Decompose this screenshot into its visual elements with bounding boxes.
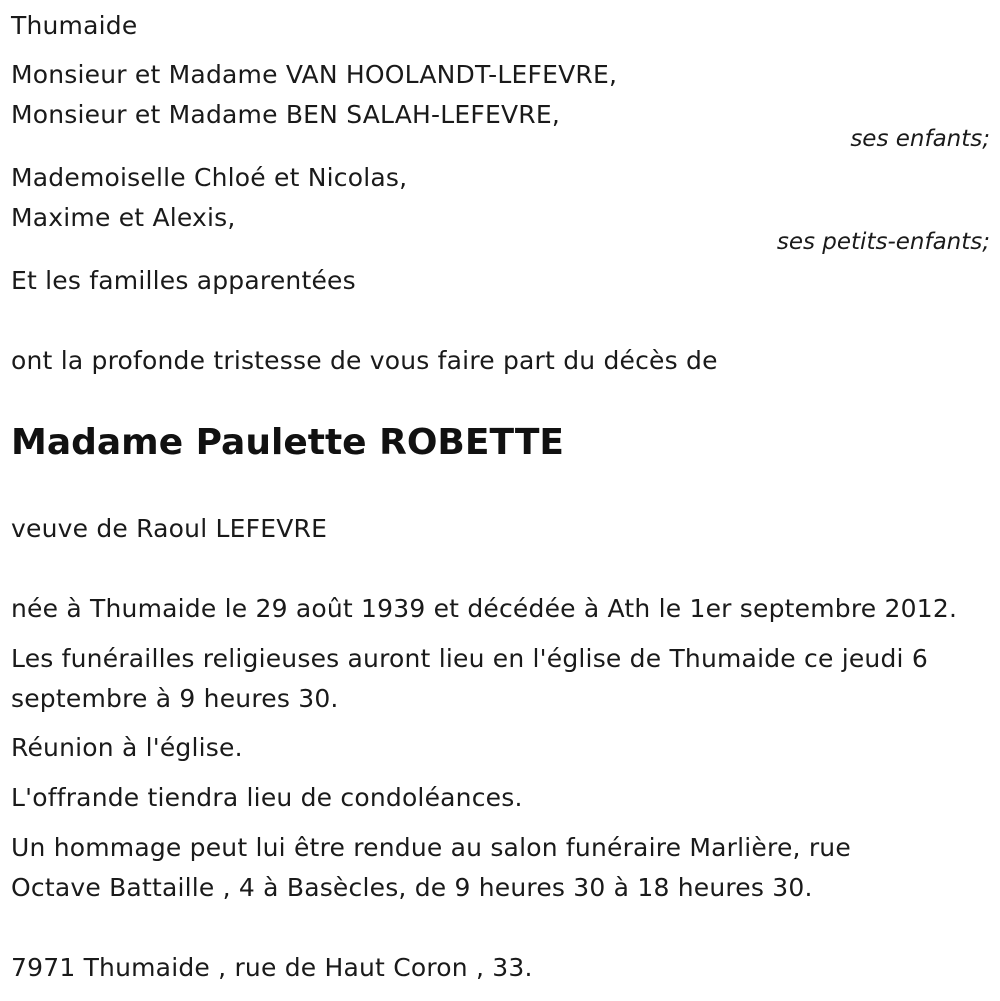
address-line: 7971 Thumaide , rue de Haut Coron , 33. [11, 953, 533, 982]
grandchildren-role: ses petits-enfants; [776, 229, 990, 255]
families-line: Et les familles apparentées [11, 266, 356, 295]
children-role: ses enfants; [850, 126, 990, 152]
children-line-1: Monsieur et Madame VAN HOOLANDT-LEFEVRE, [11, 60, 618, 89]
birth-death-line: née à Thumaide le 29 août 1939 et décédée à Ath le 1er septembre 2012. [11, 594, 958, 623]
deceased-name: Madame Paulette ROBETTE [11, 422, 564, 463]
funeral-line-2: septembre à 9 heures 30. [11, 684, 339, 713]
announcement-line: ont la profonde tristesse de vous faire part du décès de [11, 346, 718, 375]
meeting-line: Réunion à l'église. [11, 733, 243, 762]
children-line-2: Monsieur et Madame BEN SALAH-LEFEVRE, [11, 100, 560, 129]
funeral-line-1: Les funérailles religieuses auront lieu en l'église de Thumaide ce jeudi 6 [11, 644, 928, 673]
tribute-line-2: Octave Battaille , 4 à Basècles, de 9 heures 30 à 18 heures 30. [11, 873, 813, 902]
tribute-line-1: Un hommage peut lui être rendue au salon funéraire Marlière, rue [11, 833, 851, 862]
grandchildren-line-2: Maxime et Alexis, [11, 203, 236, 232]
grandchildren-line-1: Mademoiselle Chloé et Nicolas, [11, 163, 408, 192]
widow-of-line: veuve de Raoul LEFEVRE [11, 514, 328, 543]
offering-line: L'offrande tiendra lieu de condoléances. [11, 783, 523, 812]
place-header: Thumaide [11, 11, 138, 40]
